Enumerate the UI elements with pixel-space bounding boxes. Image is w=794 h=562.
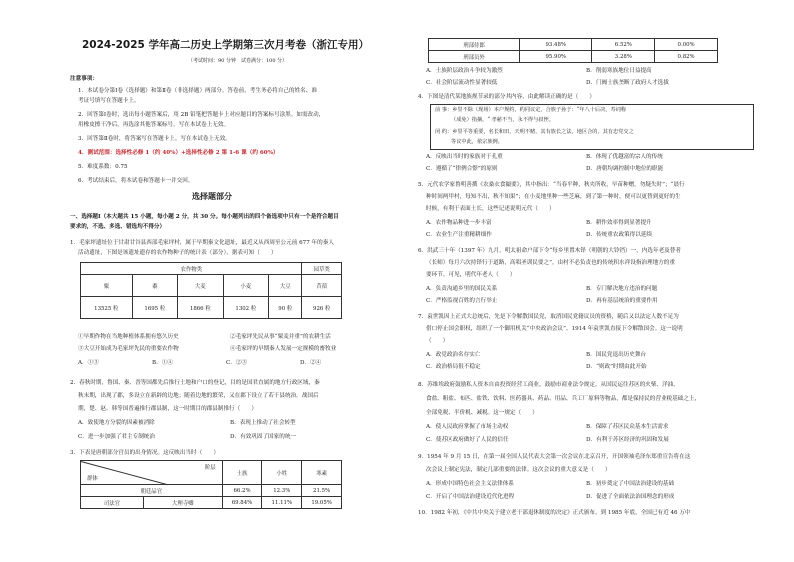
question-9-text: 次会议上制定宪法，制定几部重要的法律。这次会议的重大意义是（ ） — [426, 467, 611, 473]
notice-line: 2．回答第Ⅰ卷时，选出每小题答案后，用 2B 铅笔把答题卡上对应题目的答案标号涂黑。如需改动， — [78, 112, 325, 118]
table-header: 农作物类 — [81, 263, 302, 275]
choice-a[interactable]: A．士族阶层政治斗争较为激烈 — [426, 68, 503, 74]
table-header: 园草类 — [302, 263, 342, 275]
question-2-text: 秋末期，出现了郡，多设立在新辟的边地；随着边地的繁荣，又在郡下设立了若干县统治。战国后 — [78, 393, 319, 399]
choice-b[interactable]: B．①④ — [152, 360, 173, 366]
table-cell: 13525 粒 — [81, 297, 133, 319]
table-header: 小姓 — [262, 461, 302, 485]
q3-official-table — [80, 460, 342, 509]
table-cell: 93.48% — [520, 39, 592, 51]
choice-c[interactable]: C．进一步加强了君主专制统治 — [78, 434, 155, 440]
source-line: 等议中此，依宗族例。 — [451, 139, 503, 145]
question-3-text: 3．下表是唐朝部分宫员的出身情况。这反映出当时（ ） — [70, 450, 219, 456]
exam-meta: （考试时间：90 分钟 试卷满分：100 分） — [188, 58, 288, 64]
table-cell: 1866 粒 — [178, 297, 224, 319]
question-8-text: 8．苏维埃政府鼓励私人资本自由投资经营工商业，鼓励市商业法令规定，从国民运往苏区的火柴、洋油、 — [418, 382, 679, 388]
q1-statement: ④毛家坪的早期秦人发展一定规模的畜牧业 — [230, 346, 337, 352]
table-header: 寒素 — [302, 461, 342, 485]
question-8-text: 食盐、粗盐、布匹、盐铁、饮料、医药器具、药品、用品、兵工厂原料等物品，都是保持民的营业税基础之上， — [426, 396, 701, 402]
choice-d[interactable]: D．有效巩固了国家的统一 — [230, 434, 297, 440]
table-cell: 11.11% — [262, 497, 302, 509]
choice-d[interactable]: D．传统重农政策得以延续 — [586, 232, 653, 238]
choice-d[interactable]: D．唐朝均调控制中地位的职能 — [586, 166, 664, 172]
table-cell: 1302 粒 — [223, 297, 269, 319]
source-line: （成免）指摘，“ 孝慈不当，永不得与叔侄。 — [451, 117, 554, 123]
table-cell: 90 粒 — [269, 297, 302, 319]
question-8-text: 全部免税、半价税、减税。这一规定（ ） — [426, 410, 538, 416]
choice-a[interactable]: A．反映出当时的家族对于孔重 — [426, 154, 503, 160]
choice-c[interactable]: C．使苏区政府做好了人民的信任 — [426, 437, 509, 443]
choice-b[interactable]: B．初步奠定了中国法治建设的基础 — [586, 481, 675, 487]
q4-source-box — [430, 104, 754, 150]
table-cell: 19.05% — [302, 497, 342, 509]
notice-heading: 注意事项： — [70, 76, 98, 82]
choice-d[interactable]: D．“则政”时期由此开始 — [586, 364, 647, 370]
question-6-text: 6．洪武三十年（1397 年）九月，明太祖命户部下令“每乡里置木铎（明朝的大铃铛）一，内选年老及替者 — [418, 248, 681, 254]
table-cell: 0.82% — [655, 51, 718, 63]
question-2-text: 2．春秋时期，鲁国、秦、晋等国都先后推行土地和户口的登记，目的是国君直属的地方行政区域，秦 — [70, 380, 320, 386]
notice-line: 3．回答第Ⅱ卷时，将答案写在答题卡上。写在本试卷上无效。 — [78, 136, 231, 142]
notice-line: 6．考试结束后，将本试卷和答题卡一并交回。 — [78, 178, 194, 184]
choice-a[interactable]: A．使人民政府掌握了市场主动权 — [426, 424, 509, 430]
choice-a[interactable]: A．政党政治名存实亡 — [426, 352, 481, 358]
source-line: 闭 约：乡里平等重要，名长和田，天明不赌，其有族长之法，地区合的，其有忠党交之 — [435, 129, 634, 135]
choice-c[interactable]: C．农业生产注重精耕细作 — [426, 232, 492, 238]
q1-crop-table — [80, 262, 342, 319]
table-cell: 21.5% — [302, 485, 342, 497]
notice-scope: 4．测试范围：选择性必修 1（约 40%）+选择性必修 2 第 1-6 课（约 60%） — [78, 150, 279, 156]
choice-b[interactable]: B．专门解决地方违治的问题 — [586, 286, 658, 292]
table-cell: 66.2% — [222, 485, 262, 497]
choice-c[interactable]: C．政治格局很不稳定 — [426, 364, 481, 370]
table-header: 士族 — [222, 461, 262, 485]
table-cell: 朝廷品官 — [81, 485, 223, 497]
choice-a[interactable]: A．致使地方分裂的因素被消除 — [78, 420, 155, 426]
question-9-text: 9．1954 年 9 月 15 日，在第一届全国人民代表大会第一次会议在北京召开，开国领袖毛泽东郑重宣告将在这 — [418, 454, 691, 460]
choice-d[interactable]: D．再有基层统治的重要作用 — [586, 298, 658, 304]
question-5-text: 时候，有利于表面土长，这些记述说明元代（ ） — [426, 206, 555, 212]
section-heading: 选择题部分 — [192, 192, 232, 201]
part-intro: 一、选择题Ⅰ（本大题共 15 小题，每小题 2 分，共 30 分。每小题列出的四个备选项中只有一个是符合题目 — [70, 214, 339, 220]
notice-line: 5．难度系数：0.75 — [78, 164, 128, 170]
table-cell: 黍 — [132, 275, 178, 297]
question-6-text: 要环节。可见，明代年老人（ ） — [426, 272, 516, 278]
table-cell: 0.00% — [655, 39, 718, 51]
notice-line: 1．本试卷分第Ⅰ卷（选择题）和第Ⅱ卷（非选择题）两部分。答卷前，考生务必将自己的姓名、准 — [78, 88, 317, 94]
choice-d[interactable]: D．门阀士族垄断了政府人才选拔 — [586, 80, 669, 86]
choice-c[interactable]: C．②③ — [226, 360, 248, 366]
question-2-text: 期，楚、赵、韩等国普遍推行郡县制，这一时期目的郡县制推行（ ） — [78, 406, 258, 412]
table-cell: 926 粒 — [302, 297, 342, 319]
table-cell: 司法官 — [81, 497, 144, 509]
choice-d[interactable]: D．有利于苏区经济的巩固和发展 — [586, 437, 669, 443]
question-7-text: 借口停止国会职权，组织了一个御用机关“中央政治会议”。1914 年袁世凯直接下令解散国会。这一说明 — [426, 326, 683, 332]
question-1-text: 1．毛家坪遗址位于甘肃甘谷县西部毛家坪村，属于早期秦文化遗址，最近又从西周至公元前 677 年的秦人 — [70, 240, 334, 246]
choice-c[interactable]: C．遵循了“律例合憬”的原则 — [426, 166, 498, 172]
table-corner — [81, 461, 223, 485]
question-1-text: 活动遗址，下图是该遗址遗存的农作物种子的统计表（部分），据表可知（ ） — [78, 250, 277, 256]
table-cell: 69.84% — [222, 497, 262, 509]
choice-a[interactable]: A．农作物品种进一步丰富 — [426, 220, 492, 226]
page-title: 2024-2025 学年高二历史上学期第三次月考卷（浙江专用） — [82, 39, 369, 51]
choice-b[interactable]: B．耕作效率得到显著提升 — [586, 220, 652, 226]
choice-c[interactable]: C．开启了中国法治建设近代化进程 — [426, 494, 515, 500]
q1-statement: ③大豆开始成为毛家坪先民的重要农作物 — [78, 346, 179, 352]
question-7-text: （ ） — [426, 338, 449, 344]
question-6-text: （长师）每月六次持铎行于道路，高唱圣训民要之”。由村不必负责也的传统积水祥设指治理地方的重 — [426, 260, 675, 266]
choice-d[interactable]: D．②④ — [300, 360, 322, 366]
choice-b[interactable]: B．削弱寒族地位日益提高 — [586, 68, 652, 74]
table-cell: 粟 — [81, 275, 133, 297]
right-column — [418, 0, 770, 562]
part-intro: 要求的，不选、多选、错选均不得分） — [70, 224, 166, 230]
question-5-text: 5．元代农学家鲁明善撰《农桑衣食撮要》，其中指出：“当春平种，秋夹所收，早苗种赠，勿疑失时”；“晨行 — [418, 182, 685, 188]
choice-b[interactable]: B．保障了苏区民众基本生活需求 — [586, 424, 669, 430]
choice-b[interactable]: B．表现上推动了社会转型 — [230, 420, 296, 426]
table-cell: 95.90% — [520, 51, 592, 63]
corner-bottom-label: 群体 — [87, 476, 98, 482]
table-cell: 1695 粒 — [132, 297, 178, 319]
table-cell: 刑部员外 — [429, 51, 520, 63]
table-cell: 12.3% — [262, 485, 302, 497]
question-7-text: 7．袁世凯因上正式大总统后，先是下令解散国民党，取消国民党籍议员的资格，随后又以法定人数不足为 — [418, 314, 679, 320]
notice-line: 用橡皮擦干净后，再选涂其他答案标号。写在本试卷上无效。 — [78, 122, 230, 128]
question-5-text: 种时间两甲村，每知不出，秋不知果”；在小麦地里种一些芝麻，到了第一种时，便可以更替到更好的生 — [426, 194, 681, 200]
corner-top-label: 阶层 — [204, 465, 216, 471]
choice-b[interactable]: B．体现了优越富的宗人的传统 — [586, 154, 663, 160]
q1-statement: ①早期作物在当地种植体系拥有悠久历史 — [78, 334, 179, 340]
choice-d[interactable]: D．促进了全面依法治国理念的形成 — [586, 494, 675, 500]
choice-c[interactable]: C．严格监视百姓的言行举止 — [426, 298, 498, 304]
q1-statement: ②毛家坪先民从事“粟麦并重”的农耕生活 — [230, 334, 331, 340]
choice-a[interactable]: A．①③ — [78, 360, 99, 366]
table-cell: 大豆 — [269, 275, 302, 297]
choice-a[interactable]: A．负责沟通乡里的国民关系 — [426, 286, 498, 292]
question-10-text: 10．1982 年初，《中共中央关于建立老干部退休制度的决定》正式颁布。到 1985 年底，全国已有近 46 万中 — [418, 510, 691, 516]
question-4-text: 4．下图是清代某地族规节录的部分其内容，由此解读正确的是（ ） — [418, 94, 595, 100]
source-line: 前 事：乡里不除（现场）本户规约，约同议定，合族子孙于：“年八十后决，寿词称 — [435, 107, 627, 113]
choice-b[interactable]: B．国民党退出历史舞台 — [586, 352, 647, 358]
table-cell: 苜蓿 — [302, 275, 342, 297]
q3-table-continued — [428, 38, 718, 63]
table-cell: 刑部侍郎 — [429, 39, 520, 51]
table-cell: 6.52% — [592, 39, 655, 51]
table-cell: 大理寺卿 — [143, 497, 222, 509]
table-cell: 3.28% — [592, 51, 655, 63]
choice-a[interactable]: A．形成中国特色社会主义法律体系 — [426, 481, 514, 487]
left-column — [70, 0, 390, 562]
notice-line: 考证号填写在答题卡上。 — [78, 98, 140, 104]
table-cell: 大麦 — [178, 275, 224, 297]
choice-c[interactable]: C．社会阶层流动性显著较低 — [426, 80, 498, 86]
table-cell: 小麦 — [223, 275, 269, 297]
